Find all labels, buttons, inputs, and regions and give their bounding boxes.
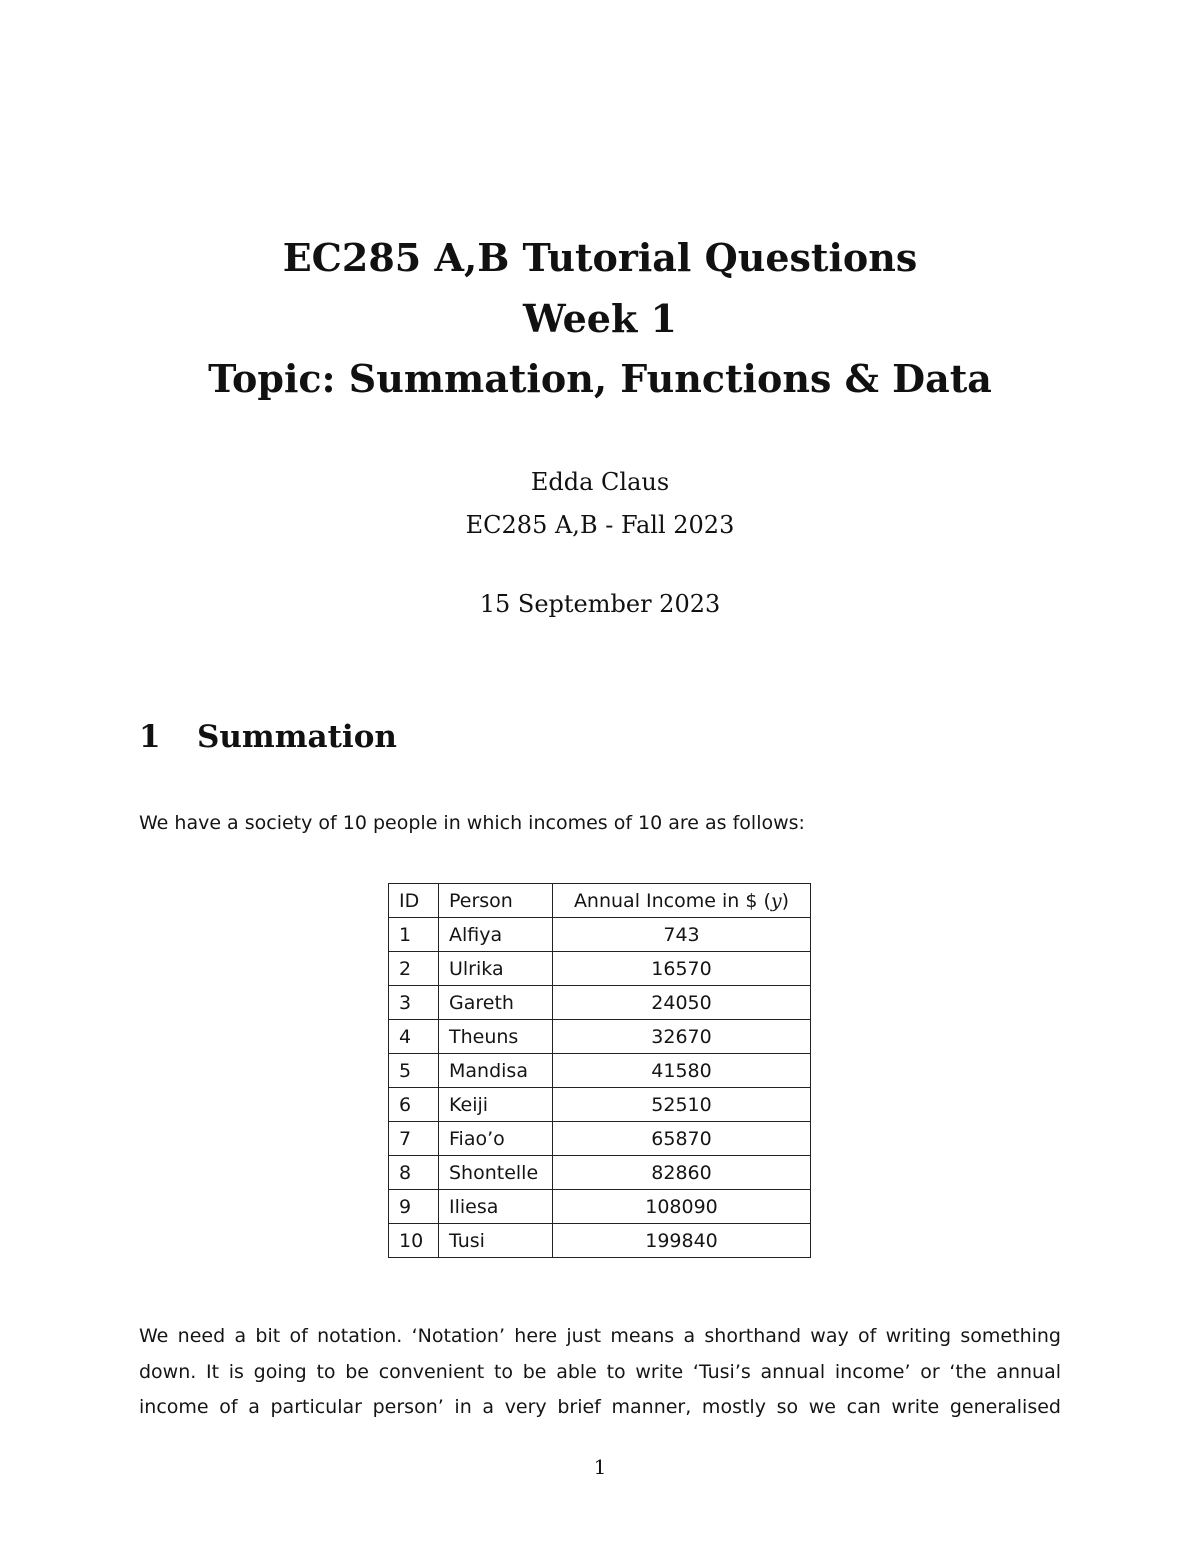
notation-line-3: income of a particular person’ in a very brief manner, mostly so we can write generalised [139, 1396, 1061, 1418]
cell-person: Mandisa [439, 1054, 553, 1088]
cell-income: 16570 [553, 952, 811, 986]
cell-person: Tusi [439, 1224, 553, 1258]
table-row [389, 952, 811, 986]
column-header-income [553, 884, 811, 918]
table-row [389, 1156, 811, 1190]
cell-id: 3 [389, 986, 439, 1020]
income-table [388, 883, 811, 1258]
cell-person: Fiao’o [439, 1122, 553, 1156]
notation-paragraph [139, 1319, 1061, 1426]
table-body [389, 918, 811, 1258]
table-row [389, 1224, 811, 1258]
course-label: EC285 A,B - Fall 2023 [465, 511, 735, 539]
column-header-person: Person [439, 884, 553, 918]
cell-person: Theuns [439, 1020, 553, 1054]
section-heading [139, 718, 397, 756]
table-row [389, 1190, 811, 1224]
document-title-line-1: EC285 A,B Tutorial Questions [282, 235, 918, 280]
table-row [389, 1020, 811, 1054]
document-title-line-3: Topic: Summation, Functions & Data [208, 356, 992, 401]
column-header-id: ID [389, 884, 439, 918]
cell-income: 41580 [553, 1054, 811, 1088]
cell-income: 108090 [553, 1190, 811, 1224]
intro-paragraph: We have a society of 10 people in which incomes of 10 are as follows: [139, 812, 805, 834]
notation-line-2: down. It is going to be convenient to be able to write ‘Tusi’s annual income’ or ‘the annual [139, 1360, 1061, 1383]
cell-person: Keiji [439, 1088, 553, 1122]
author-name: Edda Claus [530, 468, 670, 496]
table-row [389, 1054, 811, 1088]
cell-income: 65870 [553, 1122, 811, 1156]
cell-id: 10 [389, 1224, 439, 1258]
table-header-row [389, 884, 811, 918]
cell-income: 24050 [553, 986, 811, 1020]
cell-income: 82860 [553, 1156, 811, 1190]
page-number: 1 [593, 1455, 607, 1479]
cell-id: 6 [389, 1088, 439, 1122]
cell-id: 4 [389, 1020, 439, 1054]
cell-person: Shontelle [439, 1156, 553, 1190]
cell-id: 2 [389, 952, 439, 986]
cell-income: 32670 [553, 1020, 811, 1054]
cell-person: Gareth [439, 986, 553, 1020]
document-title-line-2: Week 1 [523, 296, 677, 341]
notation-line-1: We need a bit of notation. ‘Notation’ here just means a shorthand way of writing something [139, 1325, 1061, 1347]
cell-id: 1 [389, 918, 439, 952]
document-date: 15 September 2023 [479, 590, 721, 618]
income-header-text: Annual Income in $ ( [573, 889, 771, 912]
cell-id: 7 [389, 1122, 439, 1156]
cell-id: 5 [389, 1054, 439, 1088]
income-header-close: ) [781, 889, 790, 912]
table-row [389, 1122, 811, 1156]
income-header-symbol: y [770, 889, 782, 912]
cell-person: Alfiya [439, 918, 553, 952]
cell-income: 52510 [553, 1088, 811, 1122]
table-row [389, 1088, 811, 1122]
table-row [389, 918, 811, 952]
cell-person: Ulrika [439, 952, 553, 986]
table-row [389, 986, 811, 1020]
cell-id: 8 [389, 1156, 439, 1190]
cell-income: 199840 [553, 1224, 811, 1258]
section-number: 1 [139, 719, 161, 755]
cell-person: Iliesa [439, 1190, 553, 1224]
section-title: Summation [197, 719, 397, 755]
cell-id: 9 [389, 1190, 439, 1224]
cell-income: 743 [553, 918, 811, 952]
